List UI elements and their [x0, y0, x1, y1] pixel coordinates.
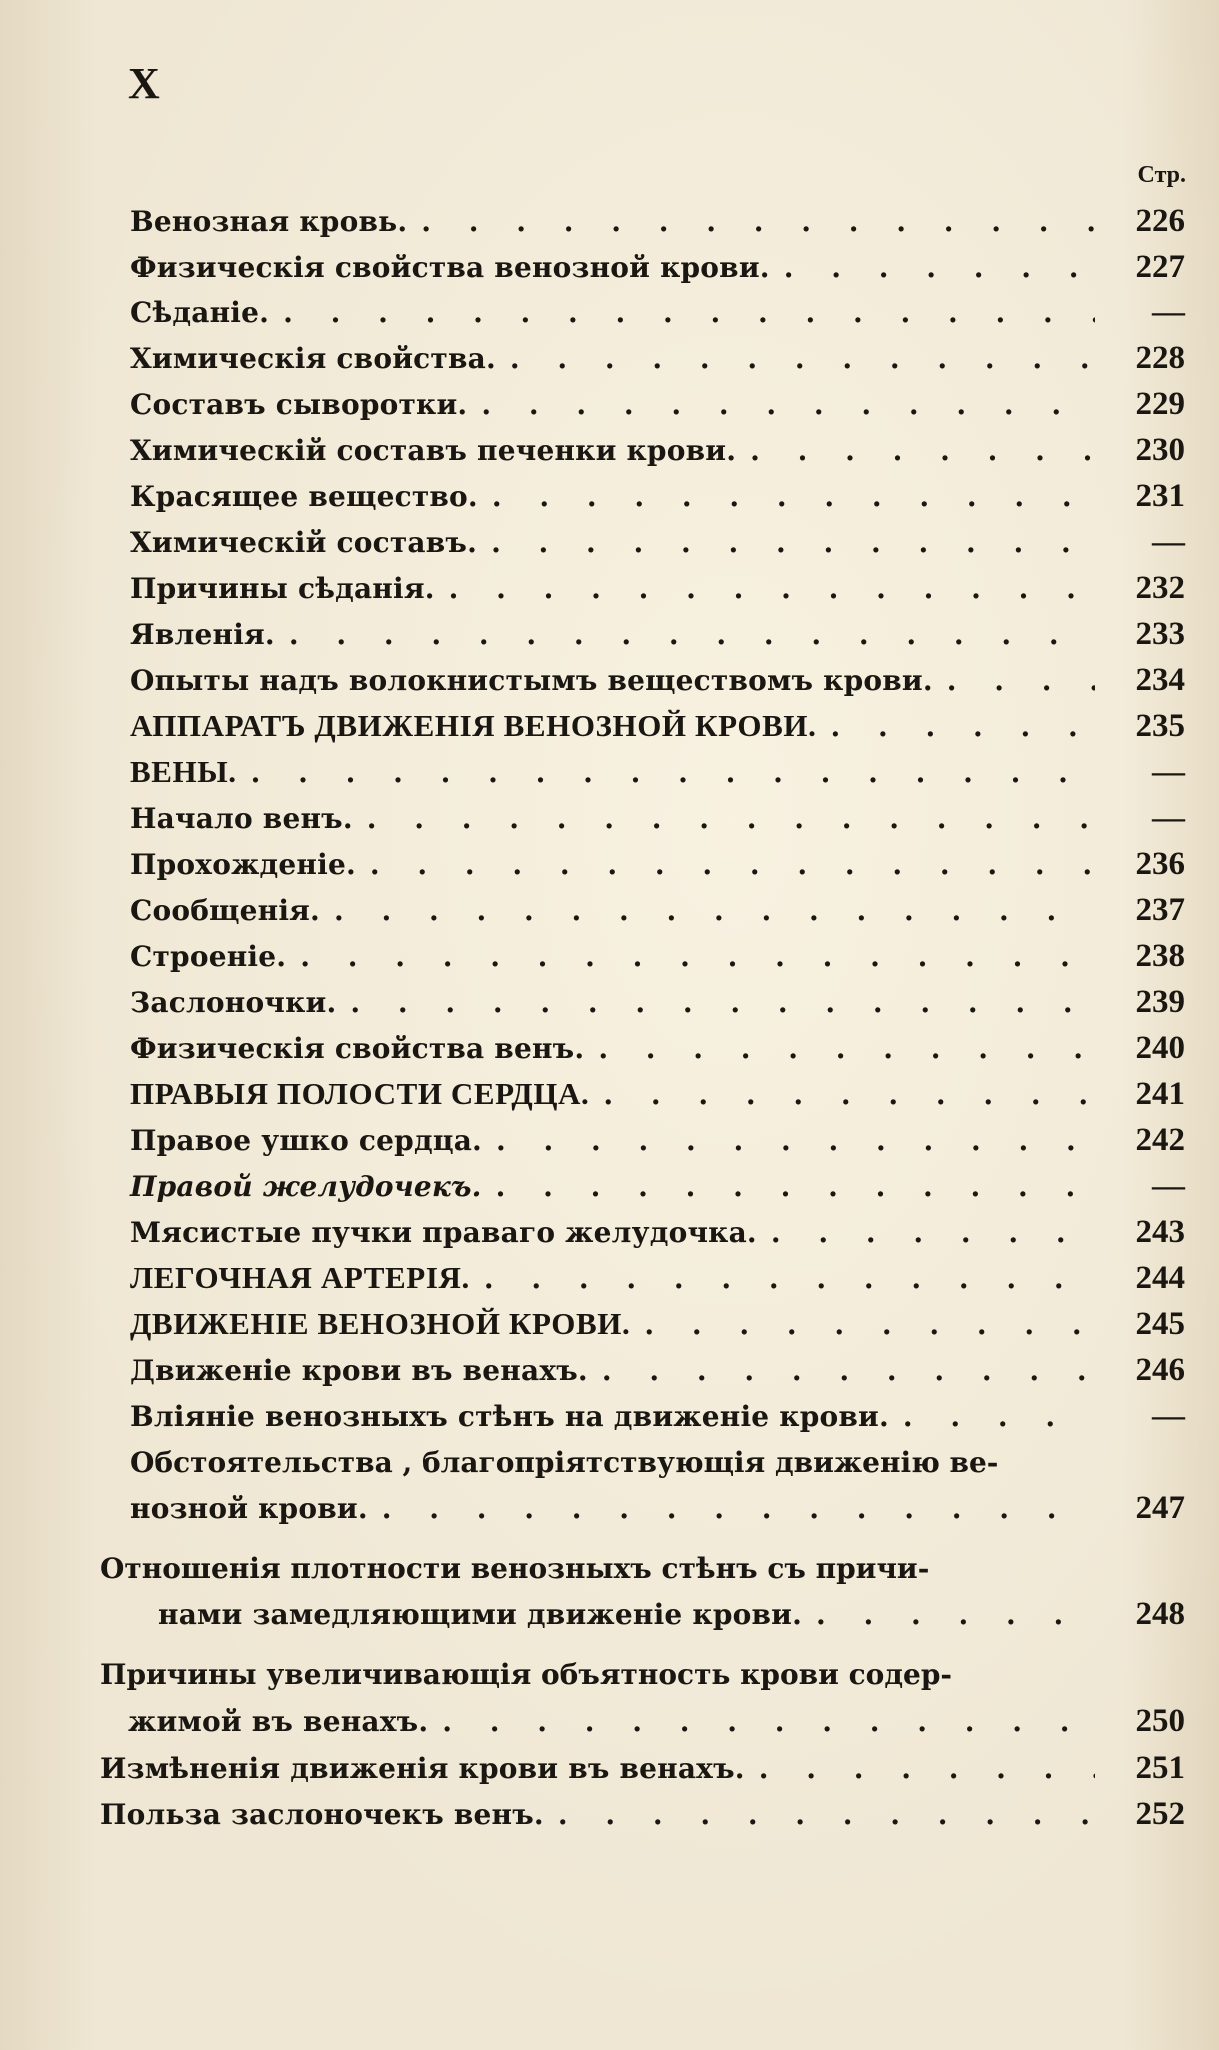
- leader-dots: [283, 296, 1095, 329]
- toc-entry-page: 226: [1135, 203, 1185, 239]
- toc-entry-title: Физическія свойства венъ.: [130, 1032, 585, 1065]
- toc-entry-page: 248: [1135, 1596, 1185, 1632]
- toc-entry: [130, 432, 1185, 472]
- toc-entry-line1: Обстоятельства , благопріятствующія движенію ве-: [130, 1446, 999, 1479]
- toc-entry: [130, 892, 1185, 932]
- toc-section-heading: [130, 708, 1185, 748]
- toc-entry-page: 251: [1135, 1750, 1185, 1786]
- toc-entry-page: 246: [1135, 1352, 1185, 1388]
- toc-entry-title: ВЕНЫ.: [130, 754, 237, 789]
- toc-entry-page: 227: [1135, 249, 1185, 285]
- toc-section-heading: [130, 1306, 1185, 1346]
- toc-entry-title: Опыты надъ волокнистымъ веществомъ крови.: [130, 664, 933, 697]
- leader-dots: [603, 1078, 1095, 1111]
- toc-entry: [130, 1214, 1185, 1254]
- toc-entry: [130, 1168, 1185, 1208]
- toc-entry-title: Химическій составъ.: [130, 526, 478, 559]
- leader-dots: [903, 1400, 1095, 1433]
- leader-dots: [830, 710, 1095, 743]
- leader-dots: [947, 664, 1095, 697]
- leader-dots: [421, 205, 1095, 238]
- toc-entry-page: 244: [1135, 1260, 1185, 1296]
- toc-entry-page: 232: [1135, 570, 1185, 606]
- toc-section-heading: [130, 1260, 1185, 1300]
- leader-dots: [491, 526, 1095, 559]
- toc-entry: [130, 524, 1185, 564]
- toc-entry: [130, 1122, 1185, 1162]
- toc-entry: [130, 249, 1185, 289]
- toc-entry-title: Составъ сыворотки.: [130, 388, 468, 421]
- toc-entry-title: Польза заслоночекъ венъ.: [100, 1798, 544, 1831]
- toc-entry-page: —: [1152, 1168, 1185, 1204]
- toc-entry-page: 236: [1135, 846, 1185, 882]
- leader-dots: [289, 618, 1095, 651]
- leader-dots: [350, 986, 1095, 1019]
- leader-dots: [449, 572, 1095, 605]
- toc-entry: [130, 662, 1185, 702]
- leader-dots: [367, 802, 1095, 835]
- toc-entry-page: 238: [1135, 938, 1185, 974]
- leader-dots: [496, 1124, 1095, 1157]
- leader-dots: [492, 480, 1095, 513]
- toc-entry-line1: Отношенія плотности венозныхъ стѣнъ съ причи-: [100, 1552, 930, 1585]
- toc-entry-title: Красящее вещество.: [130, 480, 478, 513]
- toc-entry-title: Вліяніе венозныхъ стѣнъ на движеніе крови.: [130, 1400, 889, 1433]
- leader-dots: [370, 848, 1095, 881]
- toc-entry: [130, 340, 1185, 380]
- leader-dots: [251, 756, 1095, 789]
- toc-entry: [130, 1030, 1185, 1070]
- toc-entry: [100, 1750, 1185, 1790]
- toc-entry-title: Измѣненія движенія крови въ венахъ.: [100, 1752, 745, 1785]
- toc-entry-page: 239: [1135, 984, 1185, 1020]
- leader-dots: [484, 1262, 1095, 1295]
- toc-entry-title: Химическія свойства.: [130, 342, 496, 375]
- toc-entry: [130, 984, 1185, 1024]
- toc-entry-title: Движеніе крови въ венахъ.: [130, 1354, 588, 1387]
- toc-entry-page: 231: [1135, 478, 1185, 514]
- toc-entry-title: Правое ушко сердца.: [130, 1124, 482, 1157]
- toc-entry: [158, 1596, 1185, 1636]
- toc-entry-title: жимой въ венахъ.: [128, 1705, 429, 1738]
- toc-entry-title: Начало венъ.: [130, 802, 353, 835]
- leader-dots: [300, 940, 1095, 973]
- toc-entry-page: 252: [1135, 1796, 1185, 1832]
- toc-entry-page: —: [1152, 1398, 1185, 1434]
- toc-entry-page: —: [1152, 754, 1185, 790]
- toc-entry-title: Строеніе.: [130, 940, 287, 973]
- toc-entry-page: —: [1152, 800, 1185, 836]
- toc-entry: [130, 203, 1185, 243]
- toc-entry-line1: Причины увеличивающія объятность крови содер-: [100, 1658, 953, 1691]
- leader-dots: [598, 1032, 1095, 1065]
- leader-dots: [759, 1752, 1095, 1785]
- leader-dots: [496, 1170, 1095, 1203]
- page-roman-numeral: X: [128, 59, 161, 108]
- toc-entry-page: 235: [1135, 708, 1185, 744]
- toc-entry: [130, 800, 1185, 840]
- leader-dots: [784, 251, 1095, 284]
- toc-entry: [130, 1490, 1185, 1530]
- toc-entry-title: АППАРАТЪ ДВИЖЕНІЯ ВЕНОЗНОЙ КРОВИ.: [130, 708, 817, 743]
- toc-entry: [130, 1352, 1185, 1392]
- toc-entry-title: Правой желудочекъ.: [130, 1170, 482, 1203]
- toc-entry-title: Прохожденіе.: [130, 848, 356, 881]
- leader-dots: [382, 1492, 1095, 1525]
- toc-entry-title: ПРАВЫЯ ПОЛОСТИ СЕРДЦА.: [130, 1076, 590, 1111]
- leader-dots: [510, 342, 1095, 375]
- toc-entry: [130, 570, 1185, 610]
- toc-entry-title: ЛЕГОЧНАЯ АРТЕРІЯ.: [130, 1260, 470, 1295]
- leader-dots: [481, 388, 1095, 421]
- toc-entry-page: 240: [1135, 1030, 1185, 1066]
- toc-entry-title: нами замедляющими движеніе крови.: [158, 1598, 803, 1631]
- leader-dots: [644, 1308, 1095, 1341]
- toc-entry-page: 245: [1135, 1306, 1185, 1342]
- toc-entry: [130, 478, 1185, 518]
- leader-dots: [750, 434, 1095, 467]
- toc-entry: [128, 1703, 1185, 1743]
- leader-dots: [442, 1705, 1095, 1738]
- toc-entry-page: 243: [1135, 1214, 1185, 1250]
- toc-section-heading: [130, 1076, 1185, 1116]
- toc-entry-title: Химическій составъ печенки крови.: [130, 434, 737, 467]
- toc-entry-title: Мясистые пучки праваго желудочка.: [130, 1216, 757, 1249]
- toc-entry-page: 228: [1135, 340, 1185, 376]
- toc-entry: [130, 846, 1185, 886]
- toc-entry-title: Сообщенія.: [130, 894, 320, 927]
- leader-dots: [816, 1598, 1095, 1631]
- toc-entry-page: 233: [1135, 616, 1185, 652]
- toc-entry-page: —: [1152, 524, 1185, 560]
- toc-section-heading: [130, 754, 1185, 794]
- toc-entry-page: 242: [1135, 1122, 1185, 1158]
- toc-entry-page: 247: [1135, 1490, 1185, 1526]
- toc-entry: [130, 1398, 1185, 1438]
- toc-entry-title: Физическія свойства венозной крови.: [130, 251, 770, 284]
- page-column-label: Стр.: [1137, 162, 1186, 188]
- toc-entry-title: нозной крови.: [130, 1492, 368, 1525]
- leader-dots: [771, 1216, 1095, 1249]
- toc-entry-title: Заслоночки.: [130, 986, 337, 1019]
- leader-dots: [558, 1798, 1095, 1831]
- toc-entry-page: 241: [1135, 1076, 1185, 1112]
- toc-entry: [130, 616, 1185, 656]
- toc-entry-page: 230: [1135, 432, 1185, 468]
- toc-entry-title: Венозная кровь.: [130, 205, 408, 238]
- toc-entry: [130, 386, 1185, 426]
- toc-entry-page: 229: [1135, 386, 1185, 422]
- toc-entry: [100, 1796, 1185, 1836]
- toc-entry-page: 250: [1135, 1703, 1185, 1739]
- toc-entry-page: 234: [1135, 662, 1185, 698]
- toc-entry-title: Причины сѣданія.: [130, 572, 435, 605]
- toc-entry-title: Сѣданіе.: [130, 296, 270, 329]
- toc-entry: [130, 294, 1185, 334]
- leader-dots: [602, 1354, 1095, 1387]
- toc-entry-title: Явленія.: [130, 618, 275, 651]
- toc-entry-page: 237: [1135, 892, 1185, 928]
- toc-entry: [130, 938, 1185, 978]
- toc-entry-title: ДВИЖЕНІЕ ВЕНОЗНОЙ КРОВИ.: [130, 1306, 631, 1341]
- leader-dots: [334, 894, 1095, 927]
- toc-entry-page: —: [1152, 294, 1185, 330]
